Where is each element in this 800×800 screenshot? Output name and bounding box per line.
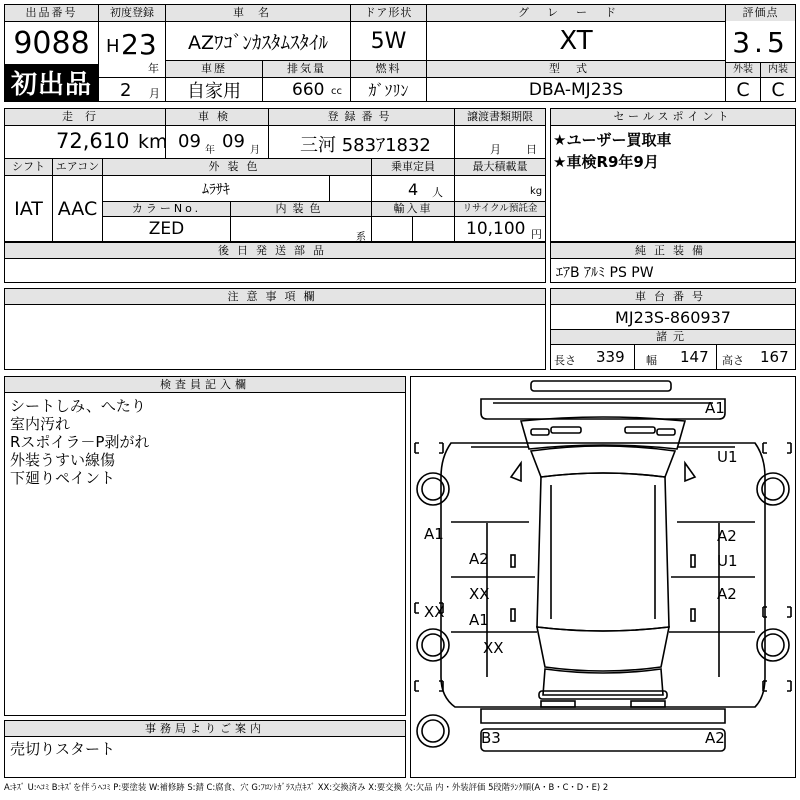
interior-color-unit: 系 [356, 232, 366, 243]
damage-right-front-door-u: U1 [717, 552, 738, 570]
model-label: 型式 [427, 61, 725, 77]
car-name-label: 車名 [166, 5, 350, 21]
damage-left-side-xx: XX [424, 603, 445, 621]
damage-right-front-wheel: U1 [717, 448, 738, 466]
displacement-label: 排気量 [263, 61, 350, 77]
inspector-line-3: Rスポイラ－P剥がれ [10, 433, 150, 451]
car-name: AZﾜｺﾞﾝｶｽﾀﾑｽﾀｲﾙ [187, 31, 328, 54]
color-number: ZED [148, 219, 185, 239]
later-parts-label: 後日発送部品 [5, 243, 545, 258]
mileage-label: 走行 [5, 109, 165, 125]
damage-left-rear-xx: XX [483, 639, 504, 657]
exterior-color: ﾑﾗｻｷ [202, 181, 230, 198]
width-label: 幅 [646, 354, 657, 367]
model-code: DBA-MJ23S [528, 79, 624, 100]
recycle-label: リサイクル預託金 [455, 202, 545, 216]
interior-label: 内装 [761, 63, 795, 77]
footer-legend: A:ｷｽﾞ U:ﾍｺﾐ B:ｷｽﾞを伴うﾍｺﾐ P:要塗装 W:補修跡 S:錆 C:腐食、穴 G:ﾌﾛﾝﾄｶﾞﾗｽ点ｷｽﾞ XX:交換済み X:要交換 欠:欠品 内・外装評価 5段階ﾗﾝｸ順(A・B・C・D・E) 2 [4, 782, 609, 792]
shift-label: シフト [5, 159, 52, 175]
displacement: 660 [292, 80, 325, 100]
mileage: 72,610 [56, 129, 130, 153]
transfer-month-unit: 月 [490, 143, 501, 156]
inspector-line-4: 外装うすい線傷 [10, 451, 116, 469]
equipment-value: ｴｱB ｱﾙﾐ PS PW [556, 265, 654, 281]
reg-no-label: 登録番号 [269, 109, 454, 125]
shift-type: IAT [14, 197, 43, 220]
exterior-label: 外装 [726, 63, 760, 77]
first-reg-year: 23 [121, 28, 157, 61]
capacity-unit: 人 [432, 186, 443, 199]
damage-rear-left: B3 [481, 729, 501, 747]
import-label: 輸入車 [372, 202, 454, 216]
length-label: 長さ [554, 354, 576, 367]
door-label: ドア形状 [351, 5, 426, 21]
car-outline [411, 377, 795, 777]
grade-label: グレード [427, 5, 725, 21]
damage-right-rear-door: A2 [717, 585, 737, 603]
first-listing-badge: 初出品 [5, 64, 98, 101]
color-no-label: カラーNo. [103, 202, 230, 216]
score-label: 評価点 [726, 5, 795, 21]
grade: XT [559, 26, 593, 56]
height-label: 高さ [722, 354, 744, 367]
door-type: 5W [370, 28, 407, 54]
first-reg-month: 2 [120, 80, 132, 101]
damage-right-front-door-a: A2 [717, 527, 737, 545]
inspection-month: 09 [222, 131, 245, 152]
interior-color-label: 内装色 [231, 202, 371, 216]
office-value: 売切りスタート [10, 740, 116, 758]
capacity-label: 乗車定員 [372, 159, 454, 175]
damage-diagram [410, 376, 796, 778]
lot-number: 9088 [13, 25, 90, 61]
inspector-label: 検査員記入欄 [5, 377, 405, 392]
era-label: H [106, 36, 120, 57]
history: 自家用 [187, 80, 241, 101]
year-unit: 年 [148, 62, 159, 75]
inspection-year: 09 [178, 131, 201, 152]
fuel-label: 燃料 [351, 61, 426, 77]
dims-label: 諸元 [551, 330, 795, 344]
inspector-line-2: 室内汚れ [10, 415, 71, 433]
first-reg-label: 初度登録 [99, 5, 165, 21]
displacement-unit: cc [331, 86, 342, 97]
sales-points-label: セールスポイント [551, 109, 795, 125]
length-value: 339 [596, 348, 625, 366]
lot-no-label: 出品番号 [5, 5, 98, 21]
transfer-day-unit: 日 [526, 143, 537, 156]
damage-left-rear-door-xx: XX [469, 585, 490, 603]
inspector-line-5: 下廻りペイント [10, 469, 116, 487]
inspector-line-1: シートしみ、へたり [10, 397, 146, 415]
inspection-label: 車検 [166, 109, 268, 125]
registration-number: 三河 583ｱ1832 [300, 135, 431, 156]
damage-rear-right: A2 [705, 729, 725, 747]
max-load-label: 最大積載量 [455, 159, 545, 175]
history-label: 車歴 [166, 61, 262, 77]
transfer-label: 譲渡書類期限 [455, 109, 545, 125]
sales-point-1: ★ユーザー買取車 [553, 131, 672, 149]
exterior-score: C [736, 78, 750, 101]
fuel: ｶﾞｿﾘﾝ [368, 81, 409, 100]
chassis-number: MJ23S-860937 [615, 307, 731, 327]
month-unit: 月 [149, 87, 160, 100]
ac-label: エアコン [53, 159, 102, 175]
capacity: 4 [408, 180, 419, 199]
ac-type: AAC [57, 197, 98, 220]
recycle-fee: 10,100 [466, 219, 526, 239]
height-value: 167 [760, 348, 789, 366]
office-label: 事務局よりご案内 [5, 721, 405, 736]
equipment-label: 純正装備 [551, 243, 795, 258]
recycle-fee-unit: 円 [531, 228, 542, 241]
mileage-unit: km [138, 131, 168, 153]
damage-front-top: A1 [705, 399, 725, 417]
damage-left-front-door: A2 [469, 550, 489, 568]
damage-left-front-fender: A1 [424, 525, 444, 543]
interior-score: C [771, 78, 785, 101]
sales-point-2: ★車検R9年9月 [553, 153, 659, 171]
max-load-unit: kg [530, 186, 543, 197]
score: 3.5 [732, 25, 789, 59]
width-value: 147 [680, 348, 709, 366]
damage-left-rear-door-a: A1 [469, 611, 489, 629]
color-label: 外装色 [103, 159, 371, 175]
notes-label: 注意事項欄 [5, 289, 545, 304]
inspection-month-unit: 月 [250, 145, 260, 156]
inspection-year-unit: 年 [205, 145, 215, 156]
chassis-label: 車台番号 [551, 289, 795, 304]
